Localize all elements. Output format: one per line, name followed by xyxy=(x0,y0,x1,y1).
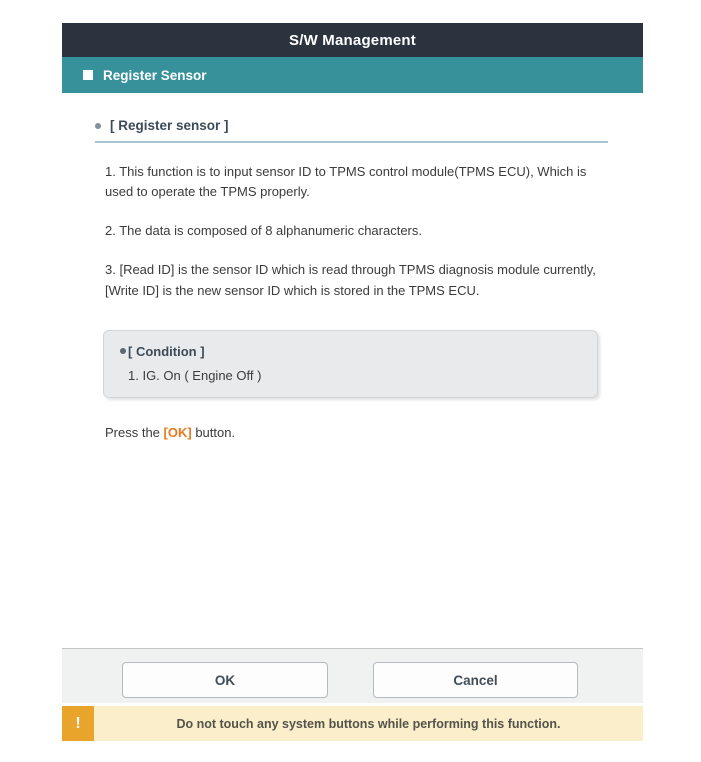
warning-bar xyxy=(62,706,643,741)
condition-title-text: [ Condition ] xyxy=(128,343,205,359)
instruction-headline-text: [ Register sensor ] xyxy=(110,118,229,133)
sw-management-window xyxy=(62,23,643,741)
press-suffix: button. xyxy=(191,424,236,440)
condition-title xyxy=(120,344,581,359)
ok-button[interactable]: OK xyxy=(122,662,328,698)
instruction-paragraph: 1. This function is to input sensor ID to TPMS control module(TPMS ECU), Which is used to operate the TPMS properly. xyxy=(105,164,587,200)
condition-item: 1. IG. On ( Engine Off ) xyxy=(128,367,262,383)
instruction-headline xyxy=(95,118,608,143)
cancel-button[interactable]: Cancel xyxy=(373,662,578,698)
bullet-icon xyxy=(95,123,101,129)
section-bar xyxy=(62,57,643,93)
instruction-paragraph: 2. The data is composed of 8 alphanumeric characters. xyxy=(105,223,422,239)
content-area xyxy=(62,93,643,440)
warning-exclamation-icon: ! xyxy=(62,706,94,741)
ok-highlight: [OK] xyxy=(163,424,192,440)
footer-button-bar xyxy=(62,648,643,703)
press-prefix: Press the xyxy=(105,424,164,440)
warning-message: Do not touch any system buttons while performing this function. xyxy=(94,706,643,741)
instruction-paragraph: 3. [Read ID] is the sensor ID which is read through TPMS diagnosis module currently, [Write ID] is the new sensor ID which is stored in the TPMS ECU. xyxy=(105,262,596,298)
bullet-icon xyxy=(120,348,126,354)
section-marker-icon xyxy=(83,70,93,80)
section-title: Register Sensor xyxy=(103,67,207,83)
condition-box xyxy=(103,330,598,398)
press-ok-instruction xyxy=(105,425,608,440)
titlebar xyxy=(62,23,643,57)
page-title: S/W Management xyxy=(289,31,416,49)
